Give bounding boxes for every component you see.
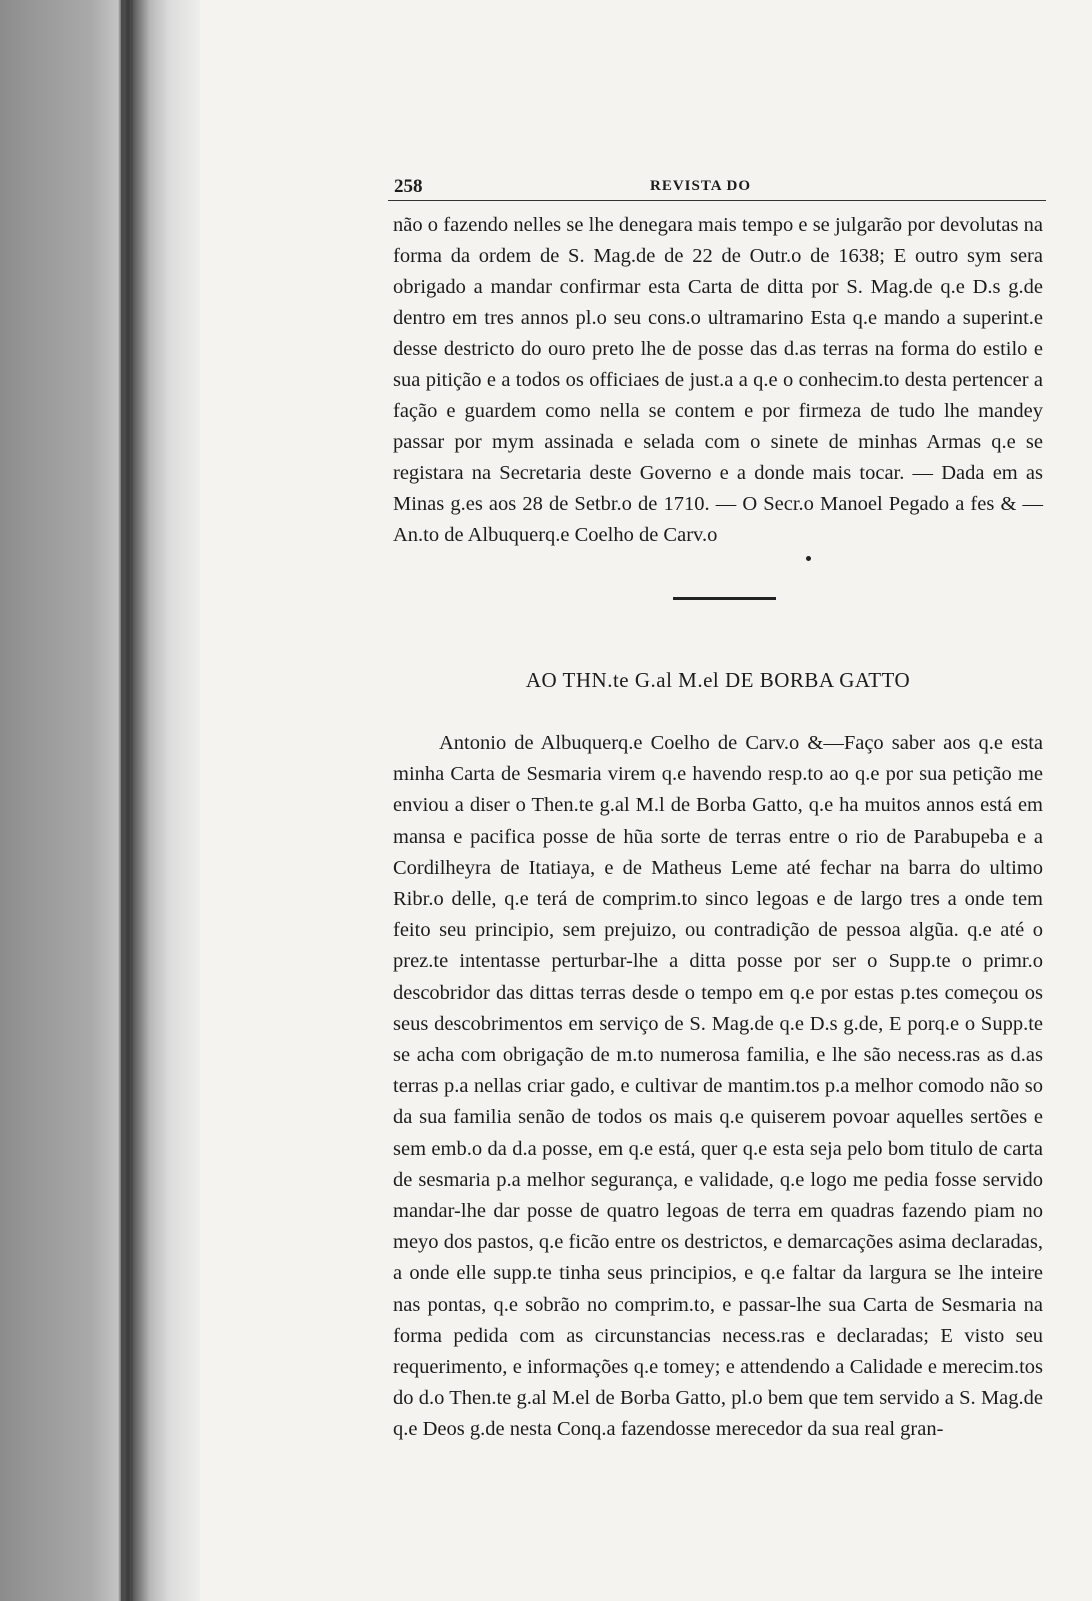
journal-title: REVISTA DO xyxy=(650,178,751,194)
body-paragraph: Antonio de Albuquerq.e Coelho de Carv.o &—Faço saber aos q.e esta minha Carta de Sesmaria virem q.e havendo resp.to ao q.e por sua petição me enviou a diser o Then.te g.al M.l de Borba Gatto, q.e ha muitos annos está em mansa e pacifica posse de hũa sorte de terras entre o rio de Parabupeba e a Cordilheyra de Itatiaya, e de Matheus Leme até fechar na barra do ultimo Ribr.o delle, q.e terá de comprim.to sinco legoas e de largo tres a onde tem feito seu principio, sem prejuizo, ou contradição de pessoa algũa. q.e até o prez.te intentasse perturbar-lhe a ditta posse por ser o Supp.te o primr.o descobridor das dittas terras desde o tempo em q.e por estas p.tes começou os seus descobrimentos em serviço de S. Mag.de q.e D.s g.de, E porq.e o Supp.te se acha com obrigação de m.to numerosa familia, e lhe são necess.ras as d.as terras p.a nellas criar gado, e cultivar de mantim.tos p.a melhor comodo não so da sua familia senão de todos os mais q.e quiserem povoar aquelles sertões e sem emb.o da d.a posse, em q.e está, quer q.e esta seja pelo bom titulo de carta de sesmaria p.a melhor segurança, e validade, q.e logo me pedia fosse servido mandar-lhe dar posse de quatro legoas de terra em quadras fazendo piam no meyo dos pastos, q.e ficão entre os destrictos, e demarcações asima declaradas, a onde elle supp.te tinha seus principios, e q.e faltar da largura se lhe inteire nas pontas, q.e sobrão no comprim.to, e passar-lhe sua Carta de Sesmaria na forma pedida com as circunstancias necess.ras e declaradas; E visto seu requerimento, e informações q.e tomey; e attendendo a Calidade e merecim.tos do d.o Then.te g.al M.el de Borba Gatto, pl.o bem que tem servido a S. Mag.de q.e Deos g.de nesta Conq.a fazendosse merecedor da sua real gran- xyxy=(393,732,1043,1441)
section-heading: AO THN.te G.al M.el DE BORBA GATTO xyxy=(525,668,911,692)
continuation-paragraph: não o fazendo nelles se lhe denegara mais tempo e se julgarão por devolutas na forma da ordem de S. Mag.de de 22 de Outr.o de 1638; E outro sym sera obrigado a mandar confirmar esta Carta de ditta por S. Mag.de q.e D.s g.de dentro em tres annos pl.o seu cons.o ultramarino Esta q.e mando a superint.e desse destricto do ouro preto lhe de posse das d.as terras na forma do estilo e sua pitição e a todos os officiaes de just.a a q.e o conhecim.to desta pertencer a fação e guardem como nella se contem e por firmeza de tudo lhe mandey passar por mym assinada e selada com o sinete de minhas Armas q.e se registara na Secretaria deste Governo e a donde mais tocar. — Dada em as Minas g.es aos 28 de Setbr.o de 1710. — O Secr.o Manoel Pegado a fes & — An.to de Albuquerq.e Coelho de Carv.o xyxy=(393,214,1043,546)
binding-line xyxy=(131,0,133,1601)
running-head xyxy=(388,176,1046,201)
section-divider xyxy=(673,597,776,600)
binding-line xyxy=(121,0,124,1601)
book-gutter-shadow xyxy=(0,0,200,1601)
page-number: 258 xyxy=(394,176,423,197)
ink-dot xyxy=(806,556,811,561)
